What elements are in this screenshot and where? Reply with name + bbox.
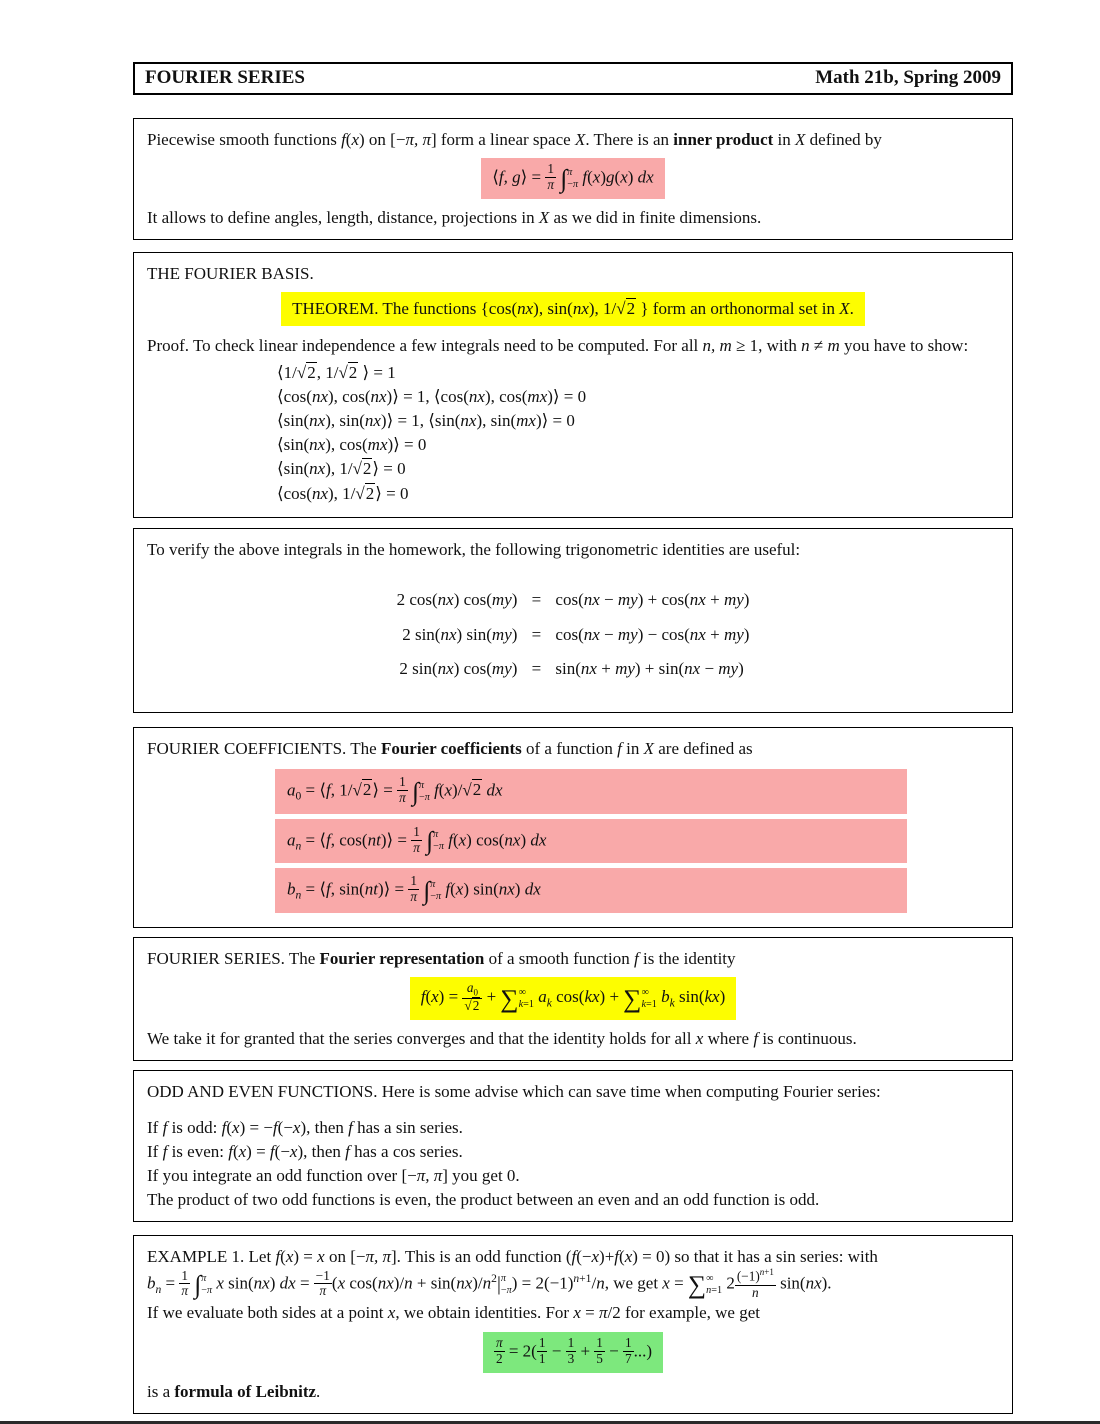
identities-intro: To verify the above integrals in the homework, the following trigonometric identities are useful: [147,539,801,559]
theorem-row [147,292,999,325]
identity-rhs: cos(nx − my) + cos(nx + my) [555,590,750,610]
leibnitz-outro: is a formula of Leibnitz. [147,1381,321,1401]
coefficients-intro: FOURIER COEFFICIENTS. The Fourier coefficients of a function f in X are defined as [147,738,753,758]
odd-even-rule: If you integrate an odd function over [−π, π] you get 0. [147,1165,520,1185]
equals-sign: = [531,659,542,679]
fourier-coefficients-box [133,727,1013,929]
odd-even-box [133,1070,1013,1222]
equation-line: ⟨1/√2, 1/√2 ⟩ = 1 [277,362,396,382]
orthogonality-equations [277,361,999,506]
trig-identities-box [133,528,1013,713]
header-box [133,62,1013,95]
odd-even-rule: If f is odd: f(x) = −f(−x), then f has a sin series. [147,1118,463,1138]
example-line-1: EXAMPLE 1. Let f(x) = x on [−π, π]. This is an odd function (f(−x)+f(x) = 0) so that it has a sin series: with [147,1246,878,1266]
coefficient-bn-formula: $b_n$ = ⟨f, sin(nt)⟩ = $\frac{1}{\pi}$ ∫ π −π f(x) sin(nx) dx [275,868,907,913]
equation-line: ⟨cos(nx), 1/√2⟩ = 0 [277,483,409,503]
page-title: FOURIER SERIES [145,67,305,88]
fourier-basis-title: THE FOURIER BASIS. [147,263,314,283]
coefficient-an-formula: $a_n$ = ⟨f, cos(nt)⟩ = $\frac{1}{\pi}$ ∫ π −π f(x) cos(nx) dx [275,819,907,864]
series-outro: We take it for granted that the series converges and that the identity holds for all x where f is continuous. [147,1029,857,1049]
fourier-basis-box [133,252,1013,518]
content-column [133,62,1013,1414]
inner-product-formula: ⟨f, g⟩ = $\frac{1}{\pi}$ ∫ π −π f(x)g(x) dx [481,158,664,199]
equation-line: ⟨sin(nx), 1/√2⟩ = 0 [277,459,406,479]
inner-product-intro: Piecewise smooth functions f(x) on [−π, π] form a linear space X. There is an inner product in X defined by [147,130,882,149]
identity-rhs: cos(nx − my) − cos(nx + my) [555,624,750,644]
identities-table [147,588,999,680]
identity-lhs: 2 sin(nx) cos(my) [399,659,518,679]
inner-product-outro: It allows to define angles, length, distance, projections in X as we did in finite dimensions. [147,208,762,228]
equals-sign: = [531,590,542,610]
example-line-2: $b_n$ = $\frac{1}{\pi}$ ∫ π −π x sin(nx) dx = $\frac{-1}{\pi}$ (x $\cos(nx)/n + \sin(nx)/n^2|$ π −π ) = $2(-1)^{n+1}/n$, we get x = ∑ ∞ n=1 2 $\frac{(-1)^{n+1}}{n}$ sin(nx). [147,1267,832,1300]
leibnitz-formula: $\frac{\pi}{2}$ = 2( $\frac{1}{1}$ − $\frac{1}{3}$ + $\frac{1}{5}$ − $\frac{1}{7}$ ...) [483,1332,663,1373]
course-label: Math 21b, Spring 2009 [815,67,1001,88]
example-box [133,1235,1013,1414]
proof-paragraph: Proof. To check linear independence a few integrals need to be computed. For all n, m ≥ 1, with n ≠ m you have to show: [147,335,969,355]
identity-lhs: 2 sin(nx) sin(my) [402,624,518,644]
fourier-series-formula: f(x) = $\frac{a_0}{√2}$ + ∑ ∞ k=1 $a_k$ cos(kx) + ∑ ∞ k=1 $b_k$ sin(kx) [410,977,737,1020]
equation-line: ⟨cos(nx), cos(nx)⟩ = 1, ⟨cos(nx), cos(mx)⟩ = 0 [277,387,587,407]
odd-even-title: ODD AND EVEN FUNCTIONS. Here is some advise which can save time when computing Fourier series: [147,1081,881,1101]
identity-rhs: sin(nx + my) + sin(nx − my) [555,659,744,679]
coefficient-a0-formula: $a_0$ = ⟨f, 1/√2⟩ = $\frac{1}{\pi}$ ∫ π −π f(x)/√2 dx [275,769,907,814]
equation-line: ⟨sin(nx), cos(mx)⟩ = 0 [277,435,427,455]
series-formula-row [147,977,999,1020]
inner-product-box [133,118,1013,240]
inner-product-formula-row [147,158,999,199]
fourier-series-box [133,937,1013,1060]
odd-even-rule: If f is even: f(x) = f(−x), then f has a cos series. [147,1142,463,1162]
identity-lhs: 2 cos(nx) cos(my) [396,590,518,610]
theorem-highlight: THEOREM. The functions {cos(nx), sin(nx), 1/√2 } form an orthonormal set in X. [281,292,865,325]
odd-even-rule: The product of two odd functions is even, the product between an even and an odd function is odd. [147,1189,820,1209]
equation-line: ⟨sin(nx), sin(nx)⟩ = 1, ⟨sin(nx), sin(mx)⟩ = 0 [277,411,575,431]
coefficient-formulas [275,769,907,913]
equals-sign: = [531,624,542,644]
leibnitz-formula-row [147,1332,999,1373]
example-line-3: If we evaluate both sides at a point x, we obtain identities. For x = π/2 for example, we get [147,1303,760,1323]
series-intro: FOURIER SERIES. The Fourier representation of a smooth function f is the identity [147,949,736,969]
